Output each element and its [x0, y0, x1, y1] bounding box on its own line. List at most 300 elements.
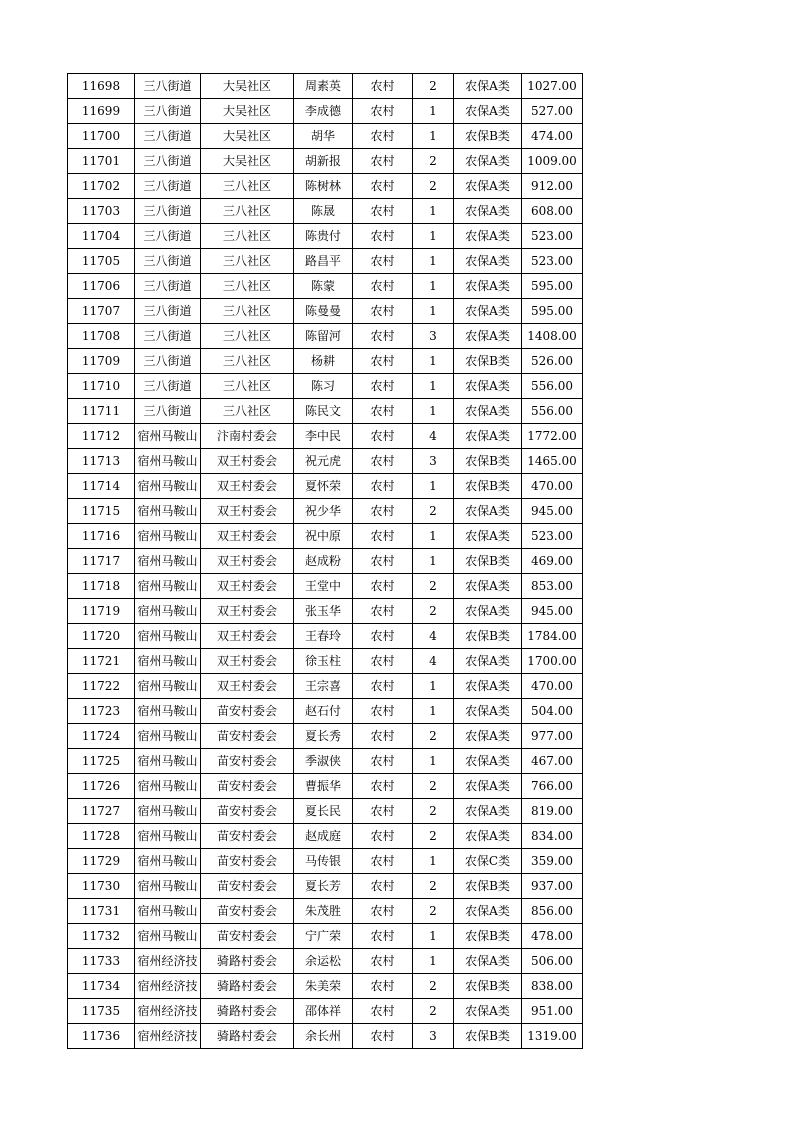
household-count-cell: 4	[413, 649, 454, 674]
street-cell: 三八街道	[135, 374, 201, 399]
name-cell: 邵体祥	[294, 999, 353, 1024]
community-cell: 双王村委会	[201, 649, 294, 674]
record-id-cell: 11723	[68, 699, 135, 724]
area-type-cell: 农村	[353, 799, 413, 824]
household-count-cell: 2	[413, 74, 454, 99]
name-cell: 陈贵付	[294, 224, 353, 249]
area-type-cell: 农村	[353, 899, 413, 924]
amount-cell: 504.00	[522, 699, 583, 724]
community-cell: 三八社区	[201, 174, 294, 199]
insurance-type-cell: 农保A类	[454, 249, 522, 274]
street-cell: 宿州马鞍山	[135, 899, 201, 924]
household-count-cell: 1	[413, 124, 454, 149]
record-id-cell: 11732	[68, 924, 135, 949]
amount-cell: 945.00	[522, 599, 583, 624]
amount-cell: 478.00	[522, 924, 583, 949]
name-cell: 李中民	[294, 424, 353, 449]
area-type-cell: 农村	[353, 649, 413, 674]
table-row	[68, 974, 583, 999]
table-row	[68, 249, 583, 274]
community-cell: 双王村委会	[201, 624, 294, 649]
amount-cell: 1772.00	[522, 424, 583, 449]
household-count-cell: 4	[413, 424, 454, 449]
amount-cell: 523.00	[522, 524, 583, 549]
community-cell: 双王村委会	[201, 474, 294, 499]
table-row	[68, 374, 583, 399]
street-cell: 宿州马鞍山	[135, 499, 201, 524]
name-cell: 胡华	[294, 124, 353, 149]
record-id-cell: 11700	[68, 124, 135, 149]
record-id-cell: 11710	[68, 374, 135, 399]
table-row	[68, 824, 583, 849]
name-cell: 曹振华	[294, 774, 353, 799]
table-row	[68, 649, 583, 674]
table-row	[68, 674, 583, 699]
community-cell: 双王村委会	[201, 449, 294, 474]
insurance-type-cell: 农保B类	[454, 874, 522, 899]
household-count-cell: 1	[413, 299, 454, 324]
table-row	[68, 149, 583, 174]
area-type-cell: 农村	[353, 949, 413, 974]
record-id-cell: 11699	[68, 99, 135, 124]
street-cell: 宿州马鞍山	[135, 474, 201, 499]
table-row	[68, 99, 583, 124]
amount-cell: 527.00	[522, 99, 583, 124]
table-row	[68, 624, 583, 649]
household-count-cell: 2	[413, 824, 454, 849]
record-id-cell: 11721	[68, 649, 135, 674]
table-row	[68, 749, 583, 774]
insurance-type-cell: 农保A类	[454, 899, 522, 924]
insurance-type-cell: 农保A类	[454, 224, 522, 249]
area-type-cell: 农村	[353, 299, 413, 324]
household-count-cell: 1	[413, 99, 454, 124]
insurance-type-cell: 农保A类	[454, 749, 522, 774]
insurance-type-cell: 农保A类	[454, 799, 522, 824]
household-count-cell: 2	[413, 774, 454, 799]
area-type-cell: 农村	[353, 374, 413, 399]
insurance-type-cell: 农保B类	[454, 624, 522, 649]
record-id-cell: 11717	[68, 549, 135, 574]
household-count-cell: 2	[413, 574, 454, 599]
area-type-cell: 农村	[353, 749, 413, 774]
household-count-cell: 1	[413, 199, 454, 224]
name-cell: 陈树林	[294, 174, 353, 199]
amount-cell: 856.00	[522, 899, 583, 924]
household-count-cell: 1	[413, 699, 454, 724]
insurance-type-cell: 农保A类	[454, 374, 522, 399]
street-cell: 宿州马鞍山	[135, 749, 201, 774]
name-cell: 祝少华	[294, 499, 353, 524]
record-id-cell: 11702	[68, 174, 135, 199]
household-count-cell: 1	[413, 474, 454, 499]
insurance-type-cell: 农保A类	[454, 674, 522, 699]
amount-cell: 523.00	[522, 249, 583, 274]
community-cell: 大吴社区	[201, 74, 294, 99]
insurance-type-cell: 农保A类	[454, 99, 522, 124]
area-type-cell: 农村	[353, 249, 413, 274]
name-cell: 徐玉柱	[294, 649, 353, 674]
street-cell: 三八街道	[135, 299, 201, 324]
insurance-type-cell: 农保A类	[454, 574, 522, 599]
community-cell: 苗安村委会	[201, 849, 294, 874]
record-id-cell: 11707	[68, 299, 135, 324]
table-row	[68, 274, 583, 299]
amount-cell: 937.00	[522, 874, 583, 899]
table-row	[68, 1024, 583, 1049]
record-id-cell: 11706	[68, 274, 135, 299]
community-cell: 双王村委会	[201, 574, 294, 599]
table-row	[68, 524, 583, 549]
table-row	[68, 774, 583, 799]
table-row	[68, 424, 583, 449]
street-cell: 三八街道	[135, 249, 201, 274]
household-count-cell: 2	[413, 174, 454, 199]
community-cell: 苗安村委会	[201, 699, 294, 724]
area-type-cell: 农村	[353, 924, 413, 949]
name-cell: 胡新报	[294, 149, 353, 174]
amount-cell: 470.00	[522, 674, 583, 699]
amount-cell: 595.00	[522, 299, 583, 324]
household-count-cell: 2	[413, 599, 454, 624]
table-row	[68, 399, 583, 424]
amount-cell: 556.00	[522, 374, 583, 399]
amount-cell: 1408.00	[522, 324, 583, 349]
table-row	[68, 949, 583, 974]
name-cell: 王春玲	[294, 624, 353, 649]
insurance-type-cell: 农保A类	[454, 524, 522, 549]
household-count-cell: 3	[413, 449, 454, 474]
household-count-cell: 1	[413, 749, 454, 774]
name-cell: 余长州	[294, 1024, 353, 1049]
insurance-type-cell: 农保A类	[454, 699, 522, 724]
insurance-type-cell: 农保B类	[454, 549, 522, 574]
table-row	[68, 499, 583, 524]
street-cell: 宿州马鞍山	[135, 649, 201, 674]
household-count-cell: 4	[413, 624, 454, 649]
name-cell: 赵石付	[294, 699, 353, 724]
household-count-cell: 1	[413, 399, 454, 424]
area-type-cell: 农村	[353, 1024, 413, 1049]
name-cell: 陈晟	[294, 199, 353, 224]
amount-cell: 1784.00	[522, 624, 583, 649]
household-count-cell: 2	[413, 799, 454, 824]
record-id-cell: 11733	[68, 949, 135, 974]
table-row	[68, 474, 583, 499]
community-cell: 苗安村委会	[201, 899, 294, 924]
amount-cell: 951.00	[522, 999, 583, 1024]
table-row	[68, 874, 583, 899]
street-cell: 宿州马鞍山	[135, 599, 201, 624]
insurance-type-cell: 农保A类	[454, 74, 522, 99]
record-id-cell: 11719	[68, 599, 135, 624]
street-cell: 宿州马鞍山	[135, 624, 201, 649]
insurance-type-cell: 农保A类	[454, 399, 522, 424]
insurance-type-cell: 农保B类	[454, 924, 522, 949]
table-body	[68, 74, 583, 1049]
community-cell: 苗安村委会	[201, 799, 294, 824]
table-row	[68, 349, 583, 374]
amount-cell: 359.00	[522, 849, 583, 874]
record-id-cell: 11701	[68, 149, 135, 174]
community-cell: 三八社区	[201, 349, 294, 374]
data-table	[67, 73, 583, 1049]
insurance-type-cell: 农保B类	[454, 1024, 522, 1049]
record-id-cell: 11720	[68, 624, 135, 649]
table-row	[68, 899, 583, 924]
record-id-cell: 11727	[68, 799, 135, 824]
amount-cell: 526.00	[522, 349, 583, 374]
household-count-cell: 1	[413, 949, 454, 974]
amount-cell: 523.00	[522, 224, 583, 249]
community-cell: 双王村委会	[201, 549, 294, 574]
insurance-type-cell: 农保C类	[454, 849, 522, 874]
community-cell: 苗安村委会	[201, 774, 294, 799]
record-id-cell: 11711	[68, 399, 135, 424]
street-cell: 宿州马鞍山	[135, 549, 201, 574]
amount-cell: 766.00	[522, 774, 583, 799]
amount-cell: 474.00	[522, 124, 583, 149]
insurance-type-cell: 农保A类	[454, 599, 522, 624]
name-cell: 杨耕	[294, 349, 353, 374]
area-type-cell: 农村	[353, 974, 413, 999]
area-type-cell: 农村	[353, 99, 413, 124]
table-row	[68, 574, 583, 599]
amount-cell: 608.00	[522, 199, 583, 224]
area-type-cell: 农村	[353, 349, 413, 374]
amount-cell: 1319.00	[522, 1024, 583, 1049]
record-id-cell: 11712	[68, 424, 135, 449]
area-type-cell: 农村	[353, 999, 413, 1024]
name-cell: 王堂中	[294, 574, 353, 599]
insurance-type-cell: 农保A类	[454, 324, 522, 349]
table-row	[68, 724, 583, 749]
area-type-cell: 农村	[353, 524, 413, 549]
amount-cell: 595.00	[522, 274, 583, 299]
area-type-cell: 农村	[353, 849, 413, 874]
community-cell: 双王村委会	[201, 524, 294, 549]
community-cell: 汴南村委会	[201, 424, 294, 449]
community-cell: 三八社区	[201, 324, 294, 349]
community-cell: 骑路村委会	[201, 949, 294, 974]
insurance-type-cell: 农保A类	[454, 499, 522, 524]
street-cell: 宿州马鞍山	[135, 774, 201, 799]
street-cell: 三八街道	[135, 174, 201, 199]
table-row	[68, 599, 583, 624]
name-cell: 宁广荣	[294, 924, 353, 949]
street-cell: 宿州马鞍山	[135, 574, 201, 599]
record-id-cell: 11736	[68, 1024, 135, 1049]
record-id-cell: 11722	[68, 674, 135, 699]
record-id-cell: 11713	[68, 449, 135, 474]
household-count-cell: 1	[413, 849, 454, 874]
name-cell: 夏长芳	[294, 874, 353, 899]
insurance-type-cell: 农保A类	[454, 199, 522, 224]
record-id-cell: 11728	[68, 824, 135, 849]
record-id-cell: 11731	[68, 899, 135, 924]
amount-cell: 1465.00	[522, 449, 583, 474]
amount-cell: 1027.00	[522, 74, 583, 99]
amount-cell: 945.00	[522, 499, 583, 524]
street-cell: 宿州马鞍山	[135, 699, 201, 724]
community-cell: 大吴社区	[201, 99, 294, 124]
record-id-cell: 11709	[68, 349, 135, 374]
area-type-cell: 农村	[353, 674, 413, 699]
table-row	[68, 224, 583, 249]
name-cell: 陈民文	[294, 399, 353, 424]
area-type-cell: 农村	[353, 774, 413, 799]
table-row	[68, 699, 583, 724]
household-count-cell: 2	[413, 899, 454, 924]
table-row	[68, 199, 583, 224]
community-cell: 三八社区	[201, 399, 294, 424]
amount-cell: 853.00	[522, 574, 583, 599]
insurance-type-cell: 农保B类	[454, 124, 522, 149]
community-cell: 双王村委会	[201, 599, 294, 624]
community-cell: 三八社区	[201, 199, 294, 224]
name-cell: 夏长秀	[294, 724, 353, 749]
street-cell: 宿州经济技	[135, 949, 201, 974]
community-cell: 骑路村委会	[201, 974, 294, 999]
street-cell: 三八街道	[135, 124, 201, 149]
street-cell: 三八街道	[135, 74, 201, 99]
name-cell: 赵成庭	[294, 824, 353, 849]
record-id-cell: 11705	[68, 249, 135, 274]
record-id-cell: 11715	[68, 499, 135, 524]
table-row	[68, 124, 583, 149]
area-type-cell: 农村	[353, 149, 413, 174]
household-count-cell: 1	[413, 349, 454, 374]
table-row	[68, 324, 583, 349]
insurance-type-cell: 农保B类	[454, 474, 522, 499]
insurance-type-cell: 农保A类	[454, 999, 522, 1024]
community-cell: 苗安村委会	[201, 824, 294, 849]
table-row	[68, 549, 583, 574]
name-cell: 夏怀荣	[294, 474, 353, 499]
insurance-type-cell: 农保A类	[454, 774, 522, 799]
area-type-cell: 农村	[353, 574, 413, 599]
insurance-type-cell: 农保A类	[454, 149, 522, 174]
name-cell: 夏长民	[294, 799, 353, 824]
community-cell: 双王村委会	[201, 674, 294, 699]
household-count-cell: 2	[413, 149, 454, 174]
record-id-cell: 11726	[68, 774, 135, 799]
record-id-cell: 11704	[68, 224, 135, 249]
household-count-cell: 1	[413, 674, 454, 699]
community-cell: 骑路村委会	[201, 999, 294, 1024]
record-id-cell: 11703	[68, 199, 135, 224]
street-cell: 宿州经济技	[135, 999, 201, 1024]
amount-cell: 834.00	[522, 824, 583, 849]
household-count-cell: 2	[413, 874, 454, 899]
record-id-cell: 11730	[68, 874, 135, 899]
record-id-cell: 11729	[68, 849, 135, 874]
area-type-cell: 农村	[353, 124, 413, 149]
table-row	[68, 174, 583, 199]
area-type-cell: 农村	[353, 174, 413, 199]
table-row	[68, 999, 583, 1024]
household-count-cell: 1	[413, 274, 454, 299]
insurance-type-cell: 农保A类	[454, 299, 522, 324]
amount-cell: 912.00	[522, 174, 583, 199]
insurance-type-cell: 农保B类	[454, 449, 522, 474]
record-id-cell: 11708	[68, 324, 135, 349]
street-cell: 宿州经济技	[135, 1024, 201, 1049]
amount-cell: 1700.00	[522, 649, 583, 674]
area-type-cell: 农村	[353, 499, 413, 524]
area-type-cell: 农村	[353, 199, 413, 224]
area-type-cell: 农村	[353, 599, 413, 624]
name-cell: 祝中原	[294, 524, 353, 549]
community-cell: 大吴社区	[201, 149, 294, 174]
household-count-cell: 3	[413, 1024, 454, 1049]
community-cell: 苗安村委会	[201, 874, 294, 899]
insurance-type-cell: 农保A类	[454, 824, 522, 849]
area-type-cell: 农村	[353, 474, 413, 499]
name-cell: 路昌平	[294, 249, 353, 274]
name-cell: 李成德	[294, 99, 353, 124]
table-row	[68, 799, 583, 824]
street-cell: 三八街道	[135, 99, 201, 124]
community-cell: 三八社区	[201, 374, 294, 399]
amount-cell: 1009.00	[522, 149, 583, 174]
name-cell: 王宗喜	[294, 674, 353, 699]
community-cell: 苗安村委会	[201, 724, 294, 749]
amount-cell: 469.00	[522, 549, 583, 574]
insurance-type-cell: 农保A类	[454, 724, 522, 749]
name-cell: 周素英	[294, 74, 353, 99]
name-cell: 陈留河	[294, 324, 353, 349]
community-cell: 大吴社区	[201, 124, 294, 149]
name-cell: 朱美荣	[294, 974, 353, 999]
street-cell: 三八街道	[135, 399, 201, 424]
community-cell: 苗安村委会	[201, 749, 294, 774]
record-id-cell: 11725	[68, 749, 135, 774]
record-id-cell: 11724	[68, 724, 135, 749]
table-row	[68, 449, 583, 474]
street-cell: 宿州马鞍山	[135, 924, 201, 949]
street-cell: 宿州马鞍山	[135, 674, 201, 699]
street-cell: 宿州马鞍山	[135, 849, 201, 874]
community-cell: 苗安村委会	[201, 924, 294, 949]
street-cell: 三八街道	[135, 199, 201, 224]
community-cell: 骑路村委会	[201, 1024, 294, 1049]
household-count-cell: 1	[413, 549, 454, 574]
table-row	[68, 74, 583, 99]
street-cell: 宿州马鞍山	[135, 424, 201, 449]
area-type-cell: 农村	[353, 324, 413, 349]
area-type-cell: 农村	[353, 824, 413, 849]
amount-cell: 977.00	[522, 724, 583, 749]
insurance-type-cell: 农保A类	[454, 424, 522, 449]
name-cell: 陈习	[294, 374, 353, 399]
street-cell: 三八街道	[135, 274, 201, 299]
household-count-cell: 2	[413, 499, 454, 524]
insurance-type-cell: 农保B类	[454, 349, 522, 374]
area-type-cell: 农村	[353, 449, 413, 474]
household-count-cell: 2	[413, 724, 454, 749]
name-cell: 赵成粉	[294, 549, 353, 574]
area-type-cell: 农村	[353, 874, 413, 899]
household-count-cell: 1	[413, 524, 454, 549]
name-cell: 朱茂胜	[294, 899, 353, 924]
record-id-cell: 11716	[68, 524, 135, 549]
street-cell: 宿州马鞍山	[135, 799, 201, 824]
table-row	[68, 299, 583, 324]
insurance-type-cell: 农保A类	[454, 949, 522, 974]
table-row	[68, 849, 583, 874]
street-cell: 宿州马鞍山	[135, 449, 201, 474]
